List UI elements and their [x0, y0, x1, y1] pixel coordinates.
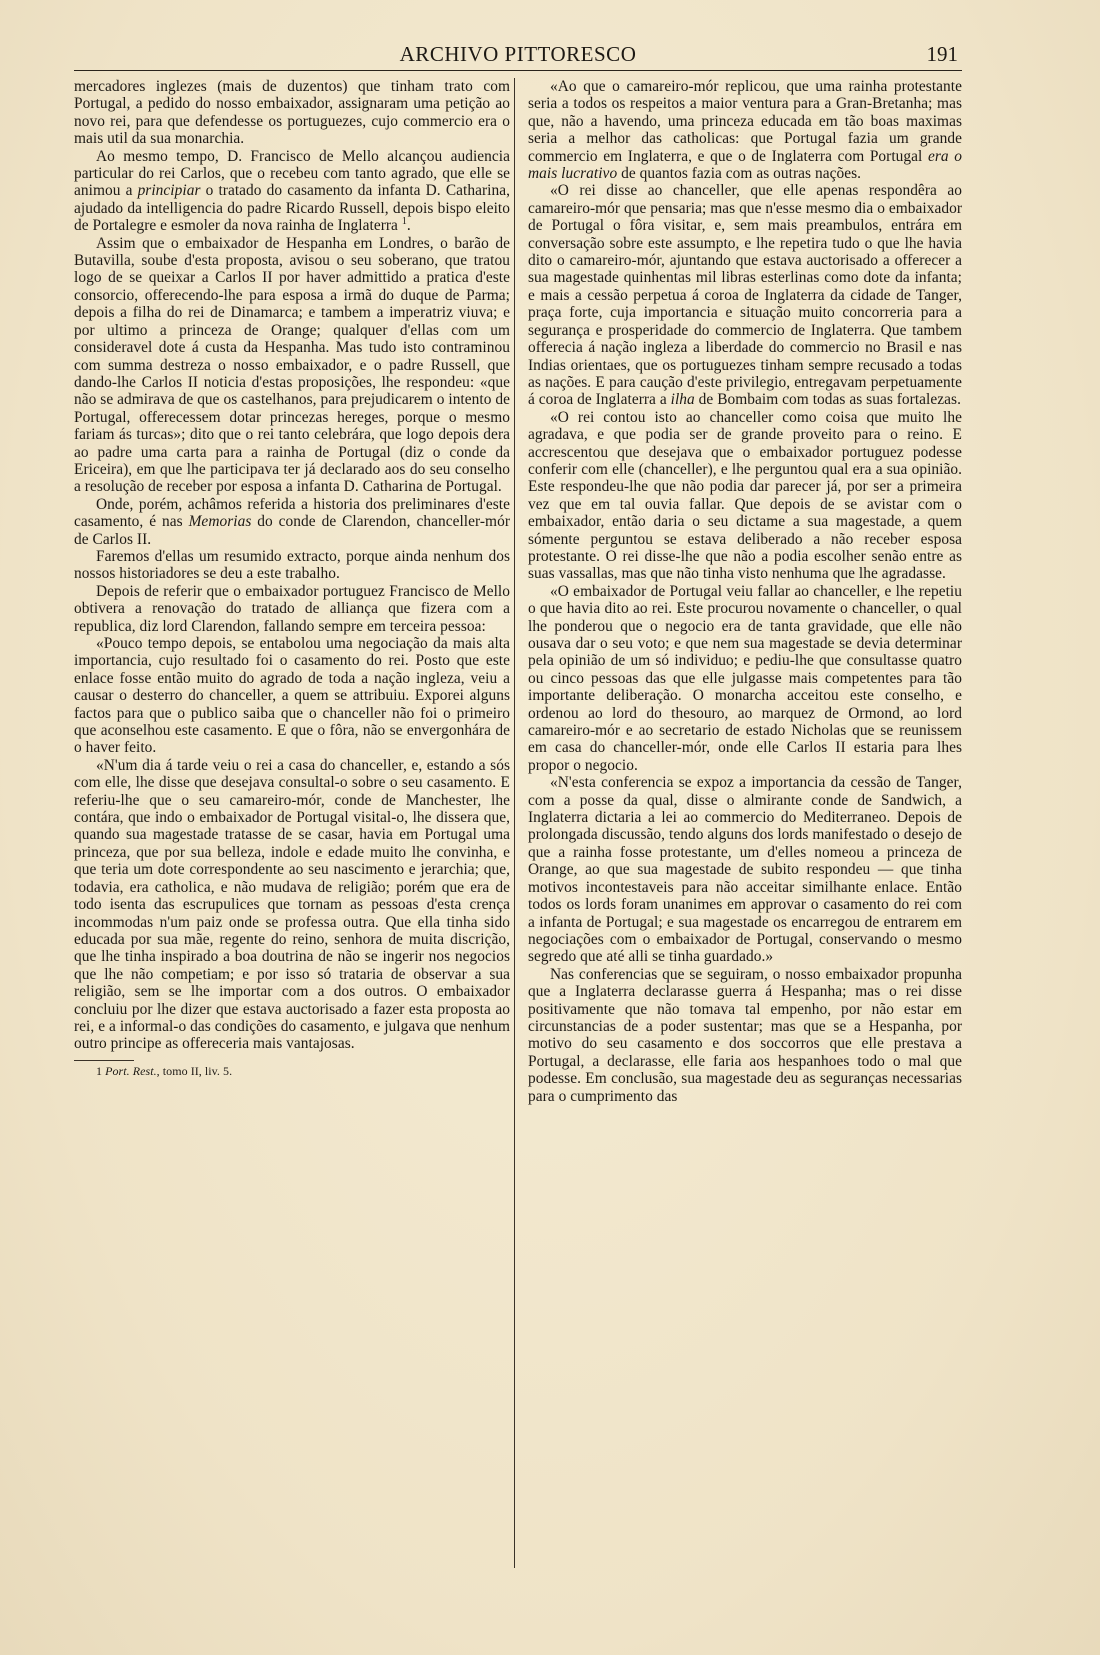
page-number: 191 [926, 42, 958, 66]
paragraph: «N'um dia á tarde veiu o rei a casa do chanceller, e, estando a sós com elle, lhe disse que desejava consultal-o sobre o seu casamento. E referiu-lhe que o seu camareiro-mór, conde de Manchester, lhe contára, que indo o embaixador de Portugal visital-o, lhe dissera que, quando sua magestade tratasse de se casar, havia em Portugal uma princeza, que por sua belleza, indole e edade muito lhe convinha, e que teria um dote correspondente ao seu nascimento e jerarchia; que, todavia, era catholica, e não mudava de religião; porém que era de todo isenta das escrupulices que tornam as pessoas d'esta crença incommodas n'um paiz onde se professa outra. Que ella tinha sido educada por sua mãe, regente do reino, senhora de muita discrição, que lhe tinha inspirado a boa doutrina de não se ingerir nos negocios que lhe não competiam; e por isso só trataria de observar a sua religião, sem se lhe importar com a dos outros. O embaixador concluiu por lhe dizer que estava auctorisado a fazer esta proposta ao rei, e a informal-o das condições do casamento, e julgava que nenhum outro principe as offereceria mais vantajosas. [74, 756, 510, 1053]
header-rule [74, 70, 962, 71]
paragraph: Depois de referir que o embaixador portuguez Francisco de Mello obtivera a renovação do tratado de alliança que fizera com a republica, diz lord Clarendon, fallando sempre em terceira pessoa: [74, 582, 510, 635]
footnote-marker: 1 [401, 216, 407, 228]
page-header [74, 40, 962, 70]
left-column [74, 78, 510, 1079]
paragraph: Ao mesmo tempo, D. Francisco de Mello alcançou audiencia particular do rei Carlos, que o recebeu com tanto agrado, que elle se animou a principiar o tratado do casamento da infanta D. Catharina, ajudado da intelligencia do padre Ricardo Russell, depois bispo eleito de Portalegre e esmoler da nova rainha de Inglaterra $^1$. [74, 147, 510, 235]
paragraph: «O embaixador de Portugal veiu fallar ao chanceller, e lhe repetiu o que havia dito ao rei. Este procurou novamente o chanceller, o qual lhe ponderou que o negocio era de tanta gravidade, que elle não ousava dar o seu voto; e que nem sua magestade se devia determinar pela opinião de um só individuo; e pediu-lhe que consultasse quatro ou cinco pessoas das que elle julgasse mais competentes para tão importante deliberação. O monarcha acceitou este conselho, e ordenou ao lord do thesouro, ao marquez de Ormond, ao lord camareiro-mór e ao secretario de estado Nicholas que se reunissem em casa do chanceller-mór, onde elle Carlos II estaria para lhes propor o negocio. [528, 582, 962, 774]
paragraph: Onde, porém, achâmos referida a historia dos preliminares d'este casamento, é nas Memorias do conde de Clarendon, chanceller-mór de Carlos II. [74, 495, 510, 548]
emphasis: principiar [137, 182, 201, 200]
paragraph: «Pouco tempo depois, se entabolou uma negociação da mais alta importancia, cujo resultado foi o casamento do rei. Posto que este enlace fosse então muito do agrado de toda a nação ingleza, veiu a causar o desterro do chanceller, a quem se attribuiu. Exporei alguns factos para que o publico saiba que o chanceller não foi o primeiro que aconselhou este casamento. E que o fôra, não se envergonhára de o haver feito. [74, 635, 510, 757]
paragraph: «N'esta conferencia se expoz a importancia da cessão de Tanger, com a posse da qual, disse o almirante conde de Sandwich, a Inglaterra dictaria a lei ao commercio do Mediterraneo. Depois de prolongada discussão, tendo alguns dos lords manifestado o desejo de que a rainha fosse protestante, um d'elles nomeou a princeza de Orange, ao que sua magestade de subito respondeu — que tinha motivos incontestaveis para não acceitar similhante enlace. Então todos os lords foram unanimes em approvar o casamento do rei com a infanta de Portugal; e sua magestade os encarregou de entrarem em negociações com o embaixador de Portugal, conservando o mesmo segredo que até alli se tinha guardado.» [528, 774, 962, 966]
right-column [528, 78, 962, 1105]
emphasis: ilha [670, 391, 695, 409]
footnote: 1 Port. Rest., tomo II, liv. 5. [96, 1063, 233, 1078]
paragraph: Assim que o embaixador de Hespanha em Londres, o barão de Butavilla, soube d'esta proposta, avisou o seu soberano, que tratou logo de se queixar a Carlos II por haver admittido a pratica d'este consorcio, offerecendo-lhe para esposa a irmã do duque de Parma; depois a filha do rei de Dinamarca; e tambem a imperatriz viuva; e por ultimo a princeza de Orange; qualquer d'ellas com um consideravel dote á custa da Hespanha. Mas tudo isto contraminou com summa destreza o nosso embaixador, e o padre Russell, que dando-lhe Carlos II noticia d'estas proposições, lhe respondeu: «que não se admirava de que os castelhanos, para prejudicarem o intento de Portugal, offerecessem dotar princezas hereges, porque o mesmo fariam ás turcas»; dito que o rei tanto celebrára, que logo depois dera ao padre uma carta para a rainha de Portugal (diz o conde da Ericeira), em que lhe participava ter já declarado aos do seu conselho a resolução de receber por esposa a infanta D. Catharina de Portugal. [74, 234, 510, 496]
footnote-rule [74, 1060, 134, 1061]
emphasis: era o mais lucrativo [528, 147, 963, 183]
running-title: ARCHIVO PITTORESCO [399, 42, 637, 66]
paragraph: Faremos d'ellas um resumido extracto, porque ainda nenhum dos nossos historiadores se deu a este trabalho. [74, 547, 510, 583]
emphasis: Memorias [188, 513, 252, 531]
column-divider [514, 78, 515, 1568]
paragraph: «O rei contou isto ao chanceller como coisa que muito lhe agradava, e que podia ser de grande proveito para o reino. E accrescentou que desejava que o embaixador portuguez podesse conferir com elle (chanceller), e lhe perguntou qual era a sua opinião. Este respondeu-lhe que não podia dar parecer já, por ser a primeira vez que em tal ouvia fallar. Que depois de se avistar com o embaixador, então daria o seu dictame a sua magestade, a quem sómente perguntou se estava deliberado a não receber esposa protestante. O rei disse-lhe que não a podia escolher senão entre as suas vassallas, mas que não tinha visto nenhuma que lhe agradasse. [528, 408, 962, 583]
paragraph: «Ao que o camareiro-mór replicou, que uma rainha protestante seria a todos os respeitos a maior ventura para a Gran-Bretanha; mas que, não a havendo, uma princeza educada em tão boas maximas seria a melhor das catholicas: que Portugal fazia um grande commercio em Inglaterra, e que o de Inglaterra com Portugal era o mais lucrativo de quantos fazia com as outras nações. [528, 78, 963, 183]
paragraph: mercadores inglezes (mais de duzentos) que tinham trato com Portugal, a pedido do nosso embaixador, assignaram uma petição ao novo rei, para que defendesse os portuguezes, cujo commercio era o mais util da sua monarchia. [74, 78, 510, 148]
paragraph: «O rei disse ao chanceller, que elle apenas respondêra ao camareiro-mór que pensaria; mas que n'esse mesmo dia o embaixador de Portugal o fôra visitar, e, sem mais preambulos, entrára em conversação sobre este assumpto, e lhe repetira tudo o que lhe havia dito o camareiro-mór, ajuntando que estava auctorisado a offerecer a sua magestade quinhentas mil libras esterlinas como dote da infanta; e mais a cessão perpetua á coroa de Inglaterra da cidade de Tanger, praça forte, cuja importancia e situação muito concorreria para a segurança e prosperidade do commercio de Inglaterra. Que tambem offerecia á nação ingleza a liberdade do commercio no Brasil e nas Indias orientaes, que os portuguezes tinham sempre recusado a todas as nações. E para caução d'este privilegio, entregavam perpetuamente á coroa de Inglaterra a ilha de Bombaim com todas as suas fortalezas. [528, 182, 962, 409]
paragraph: Nas conferencias que se seguiram, o nosso embaixador propunha que a Inglaterra declarasse guerra á Hespanha; mas o rei disse positivamente que não tomava tal empenho, por não estar em circunstancias de a poder sustentar; mas que se a Hespanha, por motivo do seu casamento e dos soccorros que elle prestava a Portugal, a declarasse, elle faria aos hespanhoes todo o mal que podesse. Em conclusão, sua magestade deu as seguranças necessarias para o cumprimento das [528, 965, 962, 1105]
